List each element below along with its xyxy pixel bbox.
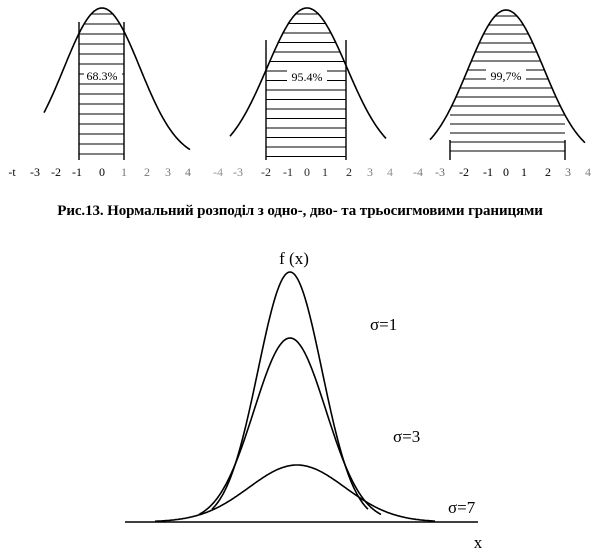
axis-tick-labels: [213, 165, 393, 179]
tick-label: -2: [261, 165, 271, 179]
tick-label: -4: [413, 165, 423, 179]
tick-label: -2: [51, 165, 61, 179]
tick-label: 3: [565, 165, 571, 179]
tick-label: 1: [121, 165, 127, 179]
label-sigma-3: σ=3: [393, 427, 421, 446]
tick-label: 2: [144, 165, 150, 179]
hatch-lines: [450, 16, 565, 151]
tick-label: 4: [387, 165, 393, 179]
tick-label: 2: [346, 165, 352, 179]
tick-label: 0: [503, 165, 509, 179]
panel-three-sigma: [413, 10, 591, 179]
panel-one-sigma: [8, 8, 191, 179]
tick-label: 3: [367, 165, 373, 179]
percent-label: 95.4%: [291, 70, 323, 84]
tick-label: 0: [99, 165, 105, 179]
tick-label: -2: [459, 165, 469, 179]
tick-label: -1: [483, 165, 493, 179]
label-sigma-1: σ=1: [370, 315, 398, 334]
percent-label: 68.3%: [86, 69, 118, 83]
curve-sigma-7: [155, 465, 435, 521]
bottom-plot: [125, 249, 483, 552]
tick-label: -3: [30, 165, 40, 179]
tick-label: -t: [8, 165, 16, 179]
panel-two-sigma: [213, 8, 393, 179]
axis-tick-labels: [413, 165, 591, 179]
tick-label: -4: [213, 165, 223, 179]
tick-label: 4: [585, 165, 591, 179]
axis-tick-labels: [8, 165, 191, 179]
tick-label: 1: [322, 165, 328, 179]
tick-label: -1: [283, 165, 293, 179]
hatch-lines: [79, 14, 124, 154]
curve-sigma-1: [212, 272, 368, 509]
percent-label: 99,7%: [490, 69, 522, 83]
label-sigma-7: σ=7: [448, 498, 476, 517]
tick-label: -3: [233, 165, 243, 179]
tick-label: 2: [545, 165, 551, 179]
tick-label: 3: [165, 165, 171, 179]
tick-label: 1: [521, 165, 527, 179]
x-axis-label: x: [473, 533, 483, 552]
hatch-lines: [266, 14, 346, 157]
tick-label: -1: [72, 165, 82, 179]
figure-caption: Рис.13. Нормальний розподіл з одно-, дво- та трьосигмовими границями: [57, 203, 543, 219]
tick-label: 0: [304, 165, 310, 179]
tick-label: -3: [435, 165, 445, 179]
y-axis-label: f (x): [279, 249, 309, 268]
tick-label: 4: [185, 165, 191, 179]
